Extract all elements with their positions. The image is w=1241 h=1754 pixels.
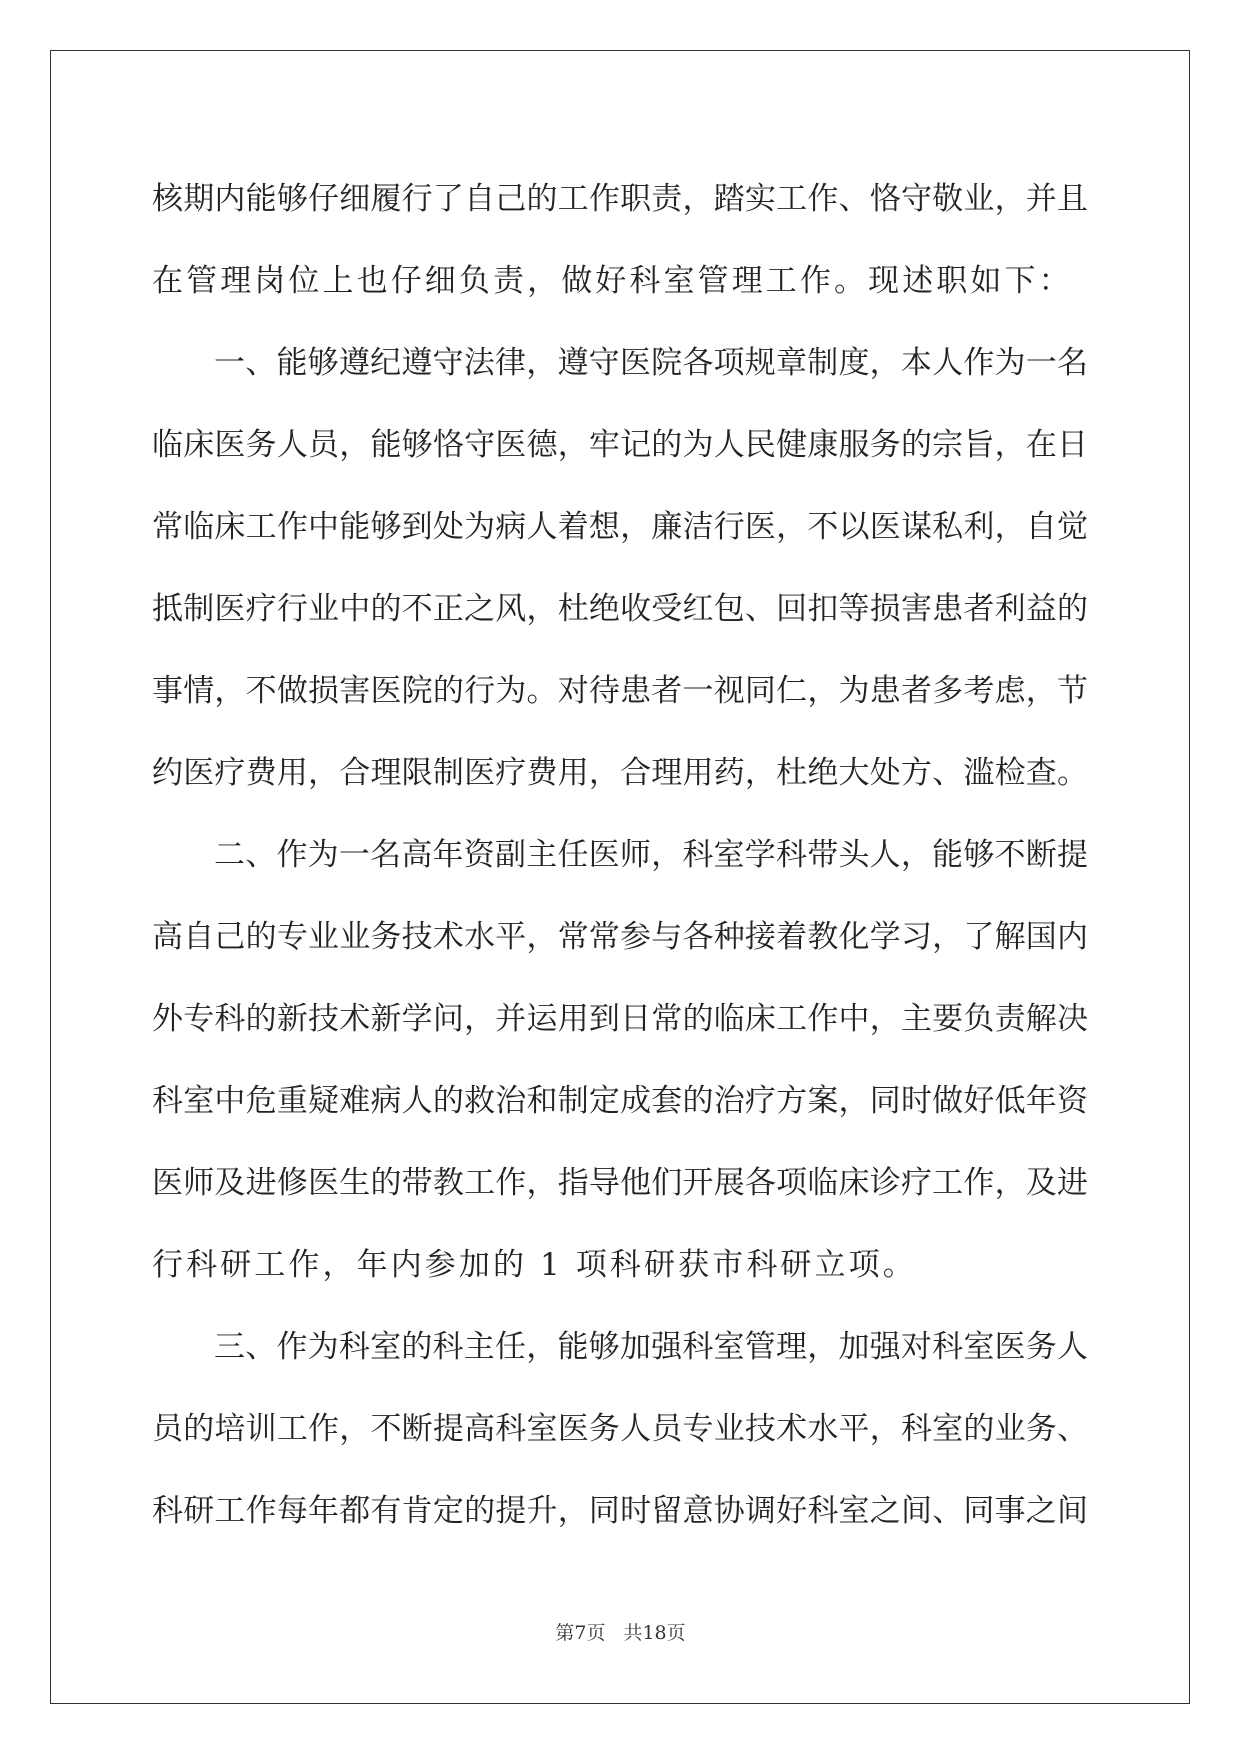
text-line: 医师及进修医生的带教工作，指导他们开展各项临床诊疗工作，及进 [152, 1165, 1088, 1201]
text-line: 常临床工作中能够到处为病人着想，廉洁行医，不以医谋私利，自觉 [152, 509, 1088, 545]
page-total: 共18页 [623, 1622, 686, 1644]
text-line: 科室中危重疑难病人的救治和制定成套的治疗方案，同时做好低年资 [152, 1083, 1088, 1119]
text-line: 抵制医疗行业中的不正之风，杜绝收受红包、回扣等损害患者利益的 [152, 591, 1088, 627]
text-line: 二、作为一名高年资副主任医师，科室学科带头人，能够不断提 [214, 837, 1088, 873]
text-line: 在管理岗位上也仔细负责，做好科室管理工作。现述职如下： [152, 263, 1073, 299]
text-line: 员的培训工作，不断提高科室医务人员专业技术水平，科室的业务、 [152, 1411, 1088, 1447]
text-line: 外专科的新技术新学问，并运用到日常的临床工作中，主要负责解决 [152, 1001, 1088, 1037]
text-line: 事情，不做损害医院的行为。对待患者一视同仁，为患者多考虑，节 [152, 673, 1088, 709]
text-line: 一、能够遵纪遵守法律，遵守医院各项规章制度，本人作为一名 [214, 345, 1088, 381]
text-line: 核期内能够仔细履行了自己的工作职责，踏实工作、恪守敬业，并且 [152, 181, 1088, 217]
document-body [152, 158, 1088, 1552]
text-line: 临床医务人员，能够恪守医德，牢记的为人民健康服务的宗旨，在日 [152, 427, 1088, 463]
text-line: 约医疗费用，合理限制医疗费用，合理用药，杜绝大处方、滥检查。 [152, 755, 1088, 791]
text-line: 行科研工作，年内参加的 1 项科研获市科研立项。 [152, 1247, 917, 1283]
text-line: 科研工作每年都有肯定的提升，同时留意协调好科室之间、同事之间 [152, 1493, 1088, 1529]
page-number: 第7页 [555, 1622, 606, 1644]
page-footer [0, 1618, 1241, 1645]
text-line: 高自己的专业业务技术水平，常常参与各种接着教化学习，了解国内 [152, 919, 1088, 955]
text-line: 三、作为科室的科主任，能够加强科室管理，加强对科室医务人 [214, 1329, 1088, 1365]
